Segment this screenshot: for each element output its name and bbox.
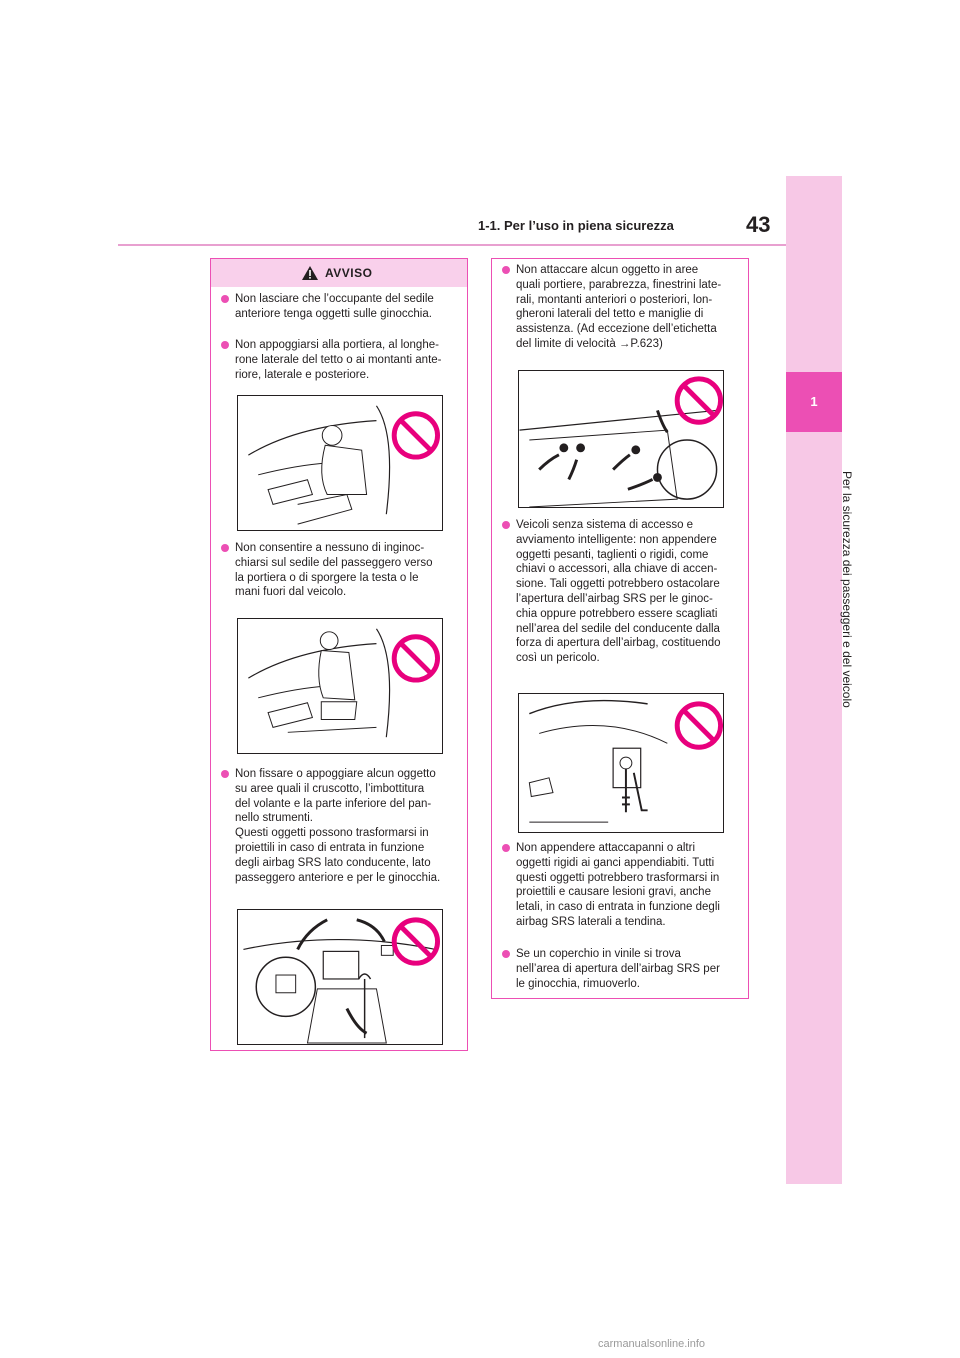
bullet-icon <box>221 544 229 552</box>
list-item <box>221 338 461 382</box>
bullet-icon <box>502 266 510 274</box>
list-item <box>221 292 461 322</box>
list-item <box>502 518 742 666</box>
illustration-kneeling <box>237 618 443 754</box>
item-text: Se un coperchio in vinile si trova nell’area di apertura dell’airbag SRS per le ginocchia, rimuoverlo. <box>516 948 720 990</box>
bullet-icon <box>502 950 510 958</box>
item-text: Non lasciare che l’occupante del sedile anteriore tenga oggetti sulle ginocchia. <box>235 293 434 320</box>
footer-watermark: carmanualsonline.info <box>598 1338 706 1350</box>
chapter-tab: 1 <box>786 372 842 432</box>
header-rule <box>118 244 786 246</box>
list-item <box>502 947 742 991</box>
illustration-dashboard <box>237 909 443 1045</box>
illustration-ignition-key <box>518 693 724 833</box>
section-title: 1-1. Per l’uso in piena sicurezza <box>478 218 674 233</box>
chapter-title: Per la sicurezza dei passeggeri e del veicolo <box>840 470 854 708</box>
item-text: Veicoli senza sistema di accesso e avviamento intelligente: non appendere oggetti pesanti, taglienti o rigidi, come chiavi o accessori, alla chiave di accen- sione. Tali oggetti potrebbero ostacolare l’apertura dell’airbag SRS per le ginoc- chia oppure potrebbero essere scagliati nell’area del sedile del conducente dalla forza di apertura dell’airbag, costituendo così un pericolo. <box>516 519 721 665</box>
list-item <box>502 263 742 352</box>
warning-header <box>211 259 467 287</box>
warning-box-left <box>210 258 468 1051</box>
warning-triangle-icon <box>301 265 319 281</box>
bullet-icon <box>221 341 229 349</box>
bullet-icon <box>221 295 229 303</box>
item-text: Non consentire a nessuno di inginoc- chiarsi sul sedile del passeggero verso la portiera o di sporgere la testa o le mani fuori dal veicolo. <box>235 542 433 599</box>
warning-box-right <box>491 258 749 999</box>
page-number: 43 <box>746 212 771 237</box>
item-text: Non appendere attaccapanni o altri oggetti rigidi ai ganci appendiabiti. Tutti questi oggetti potrebbero trasformarsi in proiettili e causare lesioni gravi, anche letali, in caso di entrata in funzione degli airbag SRS laterali a tendina. <box>516 842 720 928</box>
warning-label: AVVISO <box>325 266 373 280</box>
item-text: Non fissare o appoggiare alcun oggetto su aree quali il cruscotto, l’imbottitura del volante e la parte inferiore del pan- nello strumenti. Questi oggetti possono trasformarsi in proiettili in caso di entrata in funzione degli airbag SRS lato conducente, lato passeggero anteriore e per le ginocchia. <box>235 768 441 884</box>
illustration-lean-door <box>237 395 443 531</box>
item-text: Non appoggiarsi alla portiera, al longhe- rone laterale del tetto o ai montanti ante- riore, laterale e posteriore. <box>235 339 442 381</box>
item-text: Non attaccare alcun oggetto in aree quali portiere, parabrezza, finestrini late- rali, montanti anteriori o posteriori, lon- gheroni laterali del tetto e maniglie di assistenza. (Ad eccezione dell’etichetta del limite di velocità →P.623) <box>516 264 722 350</box>
bullet-icon <box>502 521 510 529</box>
list-item <box>221 767 461 885</box>
bullet-icon <box>221 770 229 778</box>
list-item <box>502 841 742 930</box>
bullet-icon <box>502 844 510 852</box>
illustration-windshield <box>518 370 724 508</box>
list-item <box>221 541 461 600</box>
